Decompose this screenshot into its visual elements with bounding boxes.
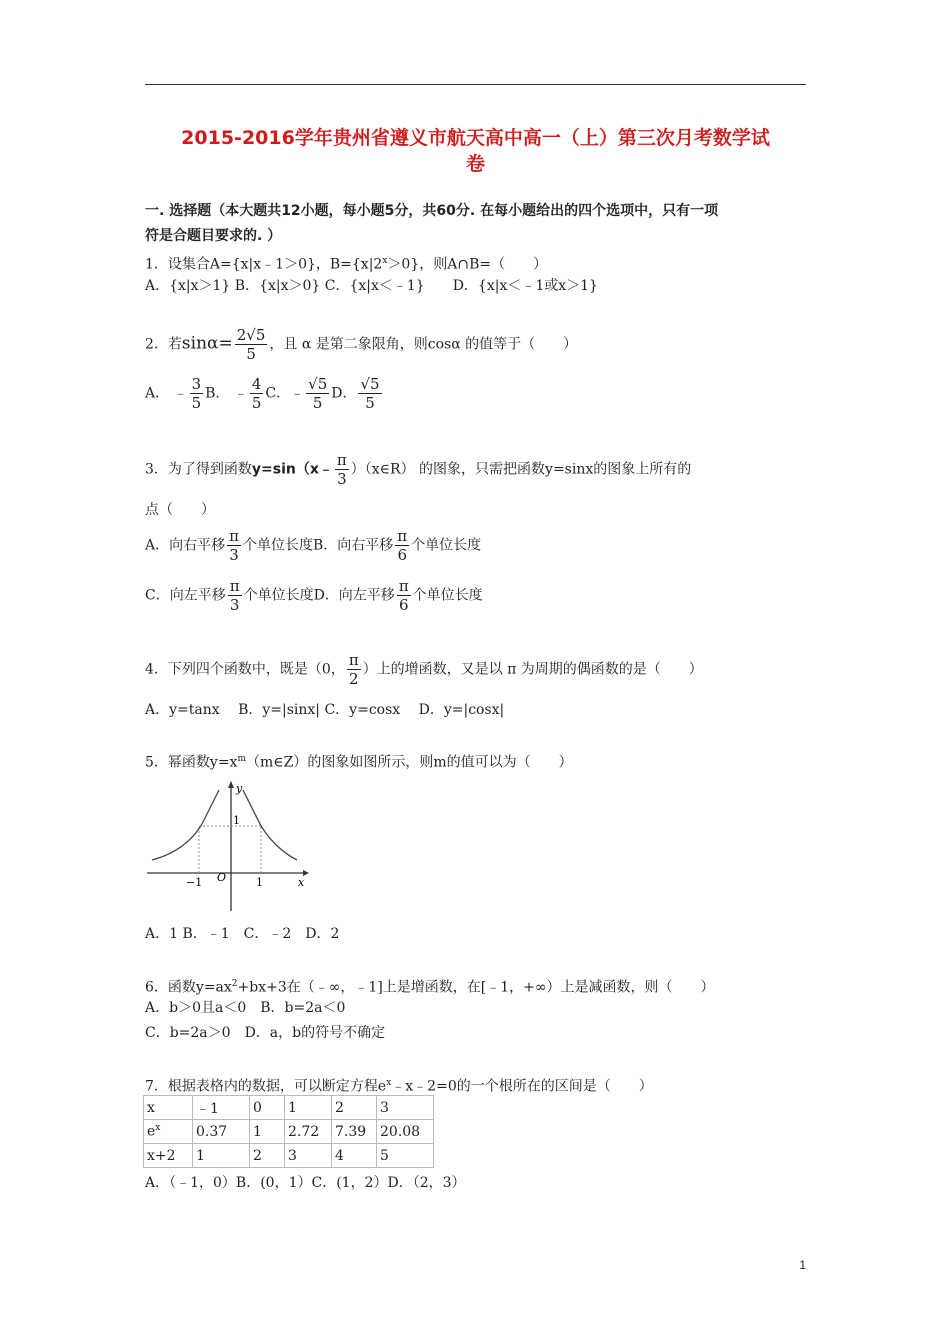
question-4-stem: 4．下列四个函数中，既是（0， $\frac{\pi}{2}$ ）上的增函数，又是以 π 为周期的偶函数的是（ ） [145,651,703,688]
table-cell: 3 [285,1144,332,1168]
table-cell: 0.37 [193,1120,250,1144]
fraction-2root5-over-5: $\frac{2√5}{5}$ [236,326,266,363]
table-cell: 2.72 [285,1120,332,1144]
question-1-options: A．{x|x＞1} B．{x|x＞0} C．{x|x＜﹣1} D．{x|x＜﹣1或x＞1} [145,278,598,294]
table-cell: 2 [332,1096,377,1120]
x-tick-1: 1 [256,876,263,889]
question-3-stem: 3．为了得到函数y=sin（x﹣ $\frac{\pi}{3}$ ）（x∈R） 的图象，只需把函数y=sinx的图象上所有的 [145,451,692,488]
page-number: 1 [799,1258,806,1272]
section-heading-line1: 一. 选择题（本大题共12小题，每小题5分，共60分. 在每小题给出的四个选项中，只有一项 [145,203,719,219]
question-4-options: A．y=tanx B．y=|sinx| C．y=cosx D．y=|cosx| [145,702,505,718]
x-axis-label: x [298,876,305,889]
table-cell: 0 [250,1096,285,1120]
table-row [144,1096,434,1120]
question-7-options: A．（﹣1，0）B．(0，1）C．(1，2）D．（2，3） [145,1175,466,1191]
section-heading-line2: 符是合题目要求的. ） [145,228,282,244]
table-cell: $e^x$ [144,1120,193,1144]
table-row [144,1144,434,1168]
question-5-stem: 5．幂函数$y=x^m(m\in Z)$的图象如图所示，则m的值可以为（ ） [145,754,573,771]
curve-left-branch [152,790,219,860]
table-cell: 2 [250,1144,285,1168]
question-6-options-ab: A．b＞0且a＜0 B．b=2a＜0 [145,1000,346,1016]
table-row [144,1120,434,1144]
table-cell: 3 [377,1096,434,1120]
question-1-stem: 1．设集合A={x|x﹣1＞0}，$B=\{x|2^x>0\}$，则A∩B=（ ） [145,256,548,273]
y-tick-1: 1 [233,814,240,827]
table-cell: 4 [332,1144,377,1168]
table-cell: 1 [285,1096,332,1120]
x-tick-neg1: −1 [186,876,203,889]
question-2-options: A． ﹣ $\frac{3}{5}$ B． ﹣ $\frac{4}{5}$ C．﹣ $\frac{√5}{5}$ D． $\frac{√5}{5}$ [145,375,380,412]
y-axis-label: y [236,782,243,795]
table-cell: 20.08 [377,1120,434,1144]
question-3-stem-line2: 点（ ） [145,502,215,518]
question-6-stem: 6．函数$y=ax^2+bx+3$在（﹣∞，﹣1]上是增函数，在[﹣1，+∞）上是减函数，则（ ） [145,979,715,996]
question-3-options-cd: C．向左平移 $\frac{\pi}{3}$ 个单位长度D．向左平移 $\frac{\pi}{6}$ 个单位长度 [145,577,483,614]
values-table [143,1095,434,1168]
question-3-options-ab: A．向右平移 $\frac{\pi}{3}$ 个单位长度B．向右平移 $\frac{\pi}{6}$ 个单位长度 [145,527,482,564]
page-title-line2: 卷 [465,153,485,175]
question-6-options-cd: C．b=2a＞0 D．a，b的符号不确定 [145,1025,386,1041]
page-title-line1: 2015-2016学年贵州省遵义市航天高中高一（上）第三次月考数学试 [181,127,770,149]
curve-right-branch [243,790,297,860]
table-cell: x [144,1096,193,1120]
y-axis-arrow [228,781,234,788]
question-5-options: A．1 B．﹣1 C．﹣2 D．2 [145,926,340,942]
question-7-stem: 7．根据表格内的数据，可以断定方程$e^x﹣x﹣2=0$的一个根所在的区间是（ ） [145,1078,653,1095]
question-2-stem: 2．若sinα= $\frac{2√5}{5}$ ，且 α 是第二象限角，则cosα 的值等于（ ） [145,326,578,363]
origin-label: O [217,871,227,884]
table-cell: 7.39 [332,1120,377,1144]
table-cell: 5 [377,1144,434,1168]
table-cell: 1 [250,1120,285,1144]
table-cell: 1 [193,1144,250,1168]
table-cell: x+2 [144,1144,193,1168]
table-cell: ﹣1 [193,1096,250,1120]
power-function-graph [145,778,310,913]
header-rule [145,84,806,85]
